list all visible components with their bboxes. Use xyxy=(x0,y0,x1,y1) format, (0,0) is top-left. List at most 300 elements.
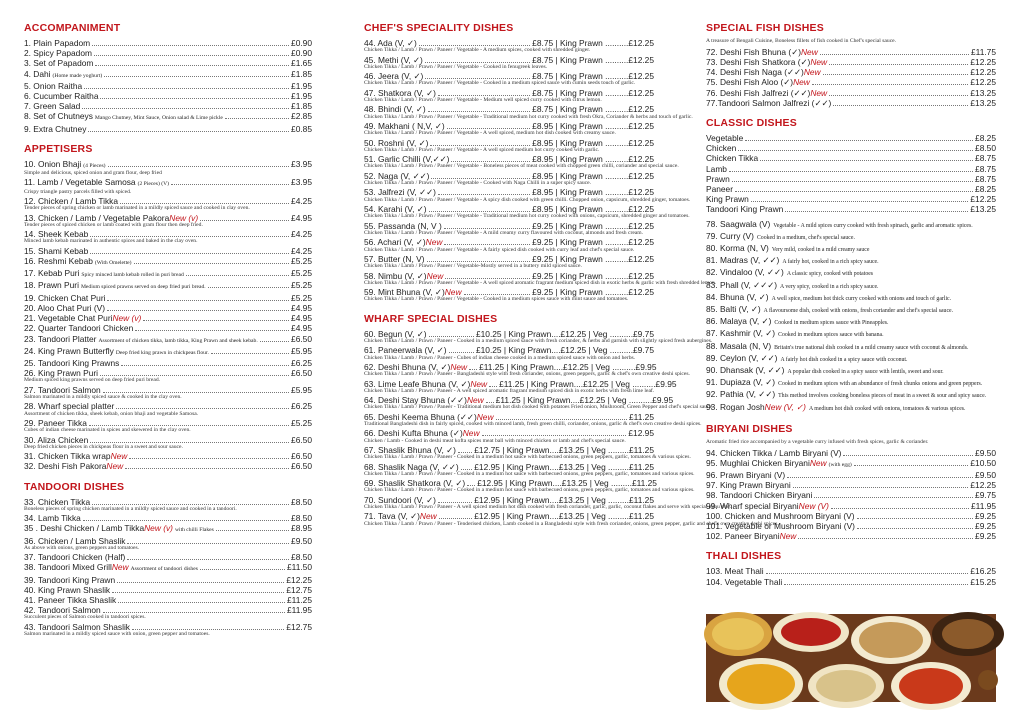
dot-leader xyxy=(745,140,973,141)
menu-item-name: 2. Spicy Papadom xyxy=(24,48,92,59)
menu-item-description: A very spicy, cooked in a rich spicy sauce. xyxy=(780,283,879,290)
dot-leader xyxy=(489,386,497,387)
menu-item xyxy=(706,184,996,194)
menu-item xyxy=(706,353,996,365)
menu-item-price: £9.25 | King Prawn ..........£12.25 xyxy=(532,270,654,281)
menu-item-price: £8.50 xyxy=(975,143,996,154)
dot-leader xyxy=(449,352,474,353)
menu-item-name: 34. Lamb Tikka xyxy=(24,513,81,524)
dot-leader xyxy=(461,469,473,470)
menu-item xyxy=(24,280,312,292)
menu-item-price: £8.50 xyxy=(291,513,312,524)
menu-item-description: Cooked in a medium, chef's special sauce. xyxy=(756,234,855,241)
menu-item-price: £15.25 xyxy=(970,576,996,587)
menu-item xyxy=(706,402,996,414)
menu-item-name: 100. Chicken and Mushroom Biryani (V) xyxy=(706,510,855,521)
menu-item-name: 93. Rogan Josh xyxy=(706,401,765,412)
biryani-note: Aromatic fried rice accompanied by a vegetable curry infused with fresh spices, garlic & coriander. xyxy=(706,438,929,445)
menu-item xyxy=(706,577,996,587)
menu-item-name: 103. Meat Thali xyxy=(706,566,764,577)
menu-item xyxy=(24,58,312,68)
menu-item-price: £8.95 | King Prawn ..........£12.25 xyxy=(532,154,654,165)
section-title-biryani: BIRYANI DISHES xyxy=(706,422,793,435)
menu-item-price: £2.85 xyxy=(291,111,312,122)
menu-item-price: £4.95 xyxy=(291,323,312,334)
menu-item-name: 96. Prawn Biryani (V) xyxy=(706,469,786,480)
menu-item-name: 8. Set of Chutneys xyxy=(24,111,93,122)
menu-item xyxy=(706,77,996,87)
menu-item-price: £4.95 xyxy=(291,302,312,313)
menu-item-name: 23. Tandoori Platter xyxy=(24,333,97,344)
section-title-classic: CLASSIC DISHES xyxy=(706,116,797,129)
menu-item-description: Chicken Tikka / Lamb / Prawn / Paneer / Vegetable - A fairly spiced dish cooked with curry leaf and chef's special sauce. xyxy=(364,246,635,253)
menu-item xyxy=(706,341,996,353)
dot-leader xyxy=(831,508,969,509)
menu-item-description: A well spice, medium hot thick curry cooked with onions and touch of garlic. xyxy=(771,295,952,302)
menu-item-name: 98. Tandoori Chicken Biryani xyxy=(706,490,813,501)
dot-leader xyxy=(90,236,289,237)
menu-item-name: 12. Chicken / Lamb Tikka xyxy=(24,196,119,207)
menu-item-price: £9.50 xyxy=(975,447,996,458)
menu-item-tag: (2 Pieces) (V) xyxy=(137,181,169,188)
thali-list xyxy=(706,566,996,586)
menu-item-name: 64. Deshi Stay Bhuna (✓✓) xyxy=(364,395,467,406)
dot-leader xyxy=(820,54,969,55)
menu-item-description: Vegetable - A mild spices curry cooked with fresh spinach, garlic and aromatic spices. xyxy=(773,222,973,229)
menu-item-name: 89. Ceylon (V, ✓✓) xyxy=(706,352,778,363)
dot-leader xyxy=(132,629,284,630)
new-badge: New xyxy=(110,451,128,462)
menu-item-description: Chicken Tikka / Lamb / Prawn / Paneer / Vegetable - A well spiced, medium hot dish cooked with creamy sauce. xyxy=(364,130,616,137)
new-badge: New xyxy=(810,87,828,98)
dot-leader xyxy=(732,181,973,182)
menu-item xyxy=(24,595,312,605)
menu-item-price: £8.75 | King Prawn ..........£12.25 xyxy=(532,54,654,65)
menu-item-name: 28. Wharf special platter xyxy=(24,401,115,412)
menu-item-name: 94. Chicken Tikka / Lamb Biryani (V) xyxy=(706,447,842,458)
dot-leader xyxy=(419,45,530,46)
menu-item xyxy=(706,566,996,576)
menu-item-description: Chicken Tikka / Lamb / Prawn / Paneer - A well spiced medium hot dish cooked with fresh coriander, garlic, garlic, coconut flakes and serve with special pilau rice. xyxy=(364,504,731,511)
menu-item-tag: (with egg) xyxy=(828,461,852,468)
dot-leader xyxy=(94,55,289,56)
menu-item-name: 95. Mughlai Chicken Biryani xyxy=(706,457,810,468)
dot-leader xyxy=(444,228,530,229)
menu-item-price: £8.75 | King Prawn ..........£12.25 xyxy=(532,38,654,48)
menu-item-name: 1. Plain Papadom xyxy=(24,38,91,48)
menu-item-name: 80. Korma (N, V) xyxy=(706,242,769,253)
dot-leader xyxy=(854,465,969,466)
menu-item-price: £5.25 xyxy=(291,280,312,291)
menu-item-name: 17. Kebab Puri xyxy=(24,268,80,279)
menu-item-description: Chicken Tikka / Lamb / Prawn / Paneer / Vegetable - Cooked with Naga Chilli in a super spicy sauce. xyxy=(364,180,592,187)
menu-item xyxy=(706,133,996,143)
menu-item-name: 11. Lamb / Vegetable Samosa xyxy=(24,177,136,188)
menu-item xyxy=(706,164,996,174)
tandoori-list xyxy=(24,497,312,638)
menu-item-name: 60. Begun (V, ✓) xyxy=(364,328,427,339)
new-badge: New xyxy=(425,237,443,248)
dot-leader xyxy=(200,569,285,570)
biryani-list xyxy=(706,448,996,542)
menu-item-tag: Assortment of chicken tikka, lamb tikka, King Prawn and sheek kebab. xyxy=(98,337,258,344)
dot-leader xyxy=(798,538,973,539)
menu-item xyxy=(24,346,312,358)
dot-leader xyxy=(92,504,289,505)
menu-item-description: Chicken Tikka / Lamb / Prawn / Paneer / Vegetable - A mild creamy curry flavoured with coconut, almonds and fresh cream. xyxy=(364,229,644,236)
menu-item-description: Chicken Tikka / Lamb / Prawn / Paneer / Vegetable - Traditional medium hot curry cooked with fresh Okra, Coriander & herbs and touch of garlic. xyxy=(364,113,693,120)
menu-item-price: £9.75 xyxy=(975,490,996,501)
menu-item-name: 4. Dahi xyxy=(24,68,51,79)
fish-note: A treasure of Bengali Cuisine, Boneless fillets of fish cooked in Chef's special sauce. xyxy=(706,38,897,44)
menu-item-price: £1.85 xyxy=(291,101,312,112)
menu-item-price: £12.25 xyxy=(970,480,996,491)
dot-leader xyxy=(143,320,289,321)
menu-item xyxy=(706,143,996,153)
menu-item-name: 42. Tandoori Salmon xyxy=(24,605,101,616)
menu-item xyxy=(706,458,996,470)
new-badge: New xyxy=(106,461,124,472)
menu-item xyxy=(706,153,996,163)
dot-leader xyxy=(82,108,289,109)
menu-item-name: 90. Dhansak (V, ✓✓) xyxy=(706,364,785,375)
dot-leader xyxy=(425,62,530,63)
new-badge: New xyxy=(779,531,797,542)
dot-leader xyxy=(447,128,530,129)
column-right xyxy=(706,22,996,587)
menu-item-price: £9.50 xyxy=(975,469,996,480)
menu-item xyxy=(24,48,312,58)
new-badge: New xyxy=(450,361,468,372)
menu-item-description: Salmon marinated in a mildly spiced sauce & cooked in the clay oven. xyxy=(24,393,182,400)
menu-item-price: £8.95 | King Prawn ..........£12.25 xyxy=(532,121,654,132)
menu-item-price: £1.95 xyxy=(291,80,312,91)
menu-item-price: £5.95 xyxy=(291,345,312,356)
menu-item-price: £4.25 xyxy=(291,245,312,256)
menu-item-description: A fairly hot, cooked in a rich spicy sauce. xyxy=(782,259,879,266)
dot-leader xyxy=(833,105,968,106)
dot-leader xyxy=(171,184,289,185)
dot-leader xyxy=(829,95,968,96)
dot-leader xyxy=(134,263,290,264)
new-badge: New (v) xyxy=(112,313,142,324)
menu-item xyxy=(706,255,996,267)
menu-item xyxy=(706,98,996,108)
menu-item-price: £12.95 | King Prawn....£13.25 | Veg .........£11.25 xyxy=(474,494,654,505)
dot-leader xyxy=(117,582,284,583)
menu-item-price: £4.25 xyxy=(291,196,312,207)
menu-item-description: Deep fried chicken pieces in chickpeas flour in a sweet and sour sauce. xyxy=(24,443,183,450)
menu-item-price: £6.50 xyxy=(291,333,312,344)
menu-item-name: Chicken xyxy=(706,143,737,154)
menu-item-name: 74. Deshi Fish Naga (✓✓) xyxy=(706,67,804,78)
menu-item xyxy=(706,174,996,184)
menu-item-price: £0.85 xyxy=(291,123,312,134)
menu-item xyxy=(706,47,996,57)
menu-item-price: £6.50 xyxy=(291,368,312,379)
menu-item xyxy=(706,328,996,340)
dot-leader xyxy=(200,220,289,221)
new-badge: New xyxy=(111,562,129,573)
menu-item xyxy=(706,204,996,214)
new-badge: New xyxy=(466,395,484,406)
menu-item-name: 72. Deshi Fish Bhuna (✓) xyxy=(706,46,801,57)
dot-leader xyxy=(107,310,289,311)
menu-item-description: Succulent pieces of Salmon cooked in tandoori spices. xyxy=(24,614,146,621)
new-badge: New (v) xyxy=(144,523,173,534)
menu-item-price: £8.25 xyxy=(975,183,996,194)
menu-item xyxy=(24,69,312,81)
menu-item-name: 101. Vegetable or Mushroom Biryani (V) xyxy=(706,520,855,531)
menu-item-name: 61. Paneerwala (V, ✓) xyxy=(364,345,447,356)
dot-leader xyxy=(84,88,289,89)
menu-item-name: 54. Karahi (V, ✓) xyxy=(364,204,427,215)
dot-leader xyxy=(438,194,530,195)
menu-item-price: £12.95 | King Prawn....£13.25 | Veg .........£11.25 xyxy=(474,461,654,472)
menu-item-name: 32. Deshi Fish Pakora xyxy=(24,461,107,472)
menu-item-name: 13. Chicken / Lamb / Vegetable Pakora xyxy=(24,212,170,223)
dot-leader xyxy=(127,559,289,560)
menu-item xyxy=(24,334,312,346)
dot-leader xyxy=(92,45,289,46)
menu-item-name: 19. Chicken Chat Puri xyxy=(24,292,106,303)
menu-item-name: 63. Lime Leafe Bhuna (V, ✓) xyxy=(364,378,471,389)
menu-item-description: A flavoursome dish, cooked with onions, fresh coriander and chef's special sauce. xyxy=(763,307,954,314)
menu-item-price: £4.25 xyxy=(291,229,312,240)
menu-item-name: 78. Saagwala (V) xyxy=(706,218,771,229)
menu-item-name: 51. Garlic Chilli (V,✓✓) xyxy=(364,154,450,165)
menu-item-name: 76. Deshi Fish Jalfrezi (✓✓) xyxy=(706,87,811,98)
new-badge: New (V, ✓) xyxy=(764,401,806,412)
column-left xyxy=(24,22,312,638)
menu-item-price: £13.25 xyxy=(970,87,996,98)
menu-item xyxy=(24,38,312,48)
section-title-fish: SPECIAL FISH DISHES xyxy=(706,22,824,34)
menu-item-name: 75. Deshi Fish Aloo (✓) xyxy=(706,77,794,88)
menu-item-price: £4.95 xyxy=(291,212,312,223)
menu-item-price: £9.25 xyxy=(975,531,996,542)
menu-item xyxy=(24,313,312,323)
menu-item-name: 14. Sheek Kebab xyxy=(24,229,89,240)
dot-leader xyxy=(428,111,531,112)
accompaniment-list xyxy=(24,38,312,134)
menu-item-price: £8.75 xyxy=(975,173,996,184)
menu-item-name: 37. Tandoori Chicken (Half) xyxy=(24,552,126,563)
menu-item-description: Cooked in medium spices sauce with Pineapples. xyxy=(774,320,889,327)
menu-item-name: 15. Shami Kebab xyxy=(24,245,89,256)
dot-leader xyxy=(787,477,973,478)
menu-item-name: 21. Vegetable Chat Puri xyxy=(24,313,113,324)
menu-item-name: 53. Jalfrezi (V, ✓✓) xyxy=(364,187,436,198)
menu-item-price: £9.25 xyxy=(975,520,996,531)
dot-leader xyxy=(784,584,968,585)
menu-item-description: Chicken Tikka / Lamb / Prawn / Paneer - Tenderised chicken, Lamb cooked in a Bangladeshi style with fresh coriander, onions, green pepper, garlic and chef's own creative deshi spices. xyxy=(364,520,779,527)
menu-item-name: 85. Balti (V, ✓) xyxy=(706,303,761,314)
menu-item-tag: (Home made yoghurt) xyxy=(52,72,103,79)
menu-item-name: 10. Onion Bhaji xyxy=(24,158,82,169)
menu-item-name: 88. Masala (N, V) xyxy=(706,340,772,351)
dot-leader xyxy=(208,287,289,288)
menu-item xyxy=(706,57,996,67)
menu-item xyxy=(706,470,996,480)
menu-item-name: Vegetable xyxy=(706,132,744,143)
menu-item-price: £10.25 | King Prawn....£12.25 | Veg ..........£9.75 xyxy=(475,328,654,339)
menu-item-price: £10.25 | King Prawn....£12.25 | Veg ..........£9.75 xyxy=(475,345,654,356)
menu-item xyxy=(24,323,312,333)
menu-item-price: £8.75 | King Prawn ..........£12.25 xyxy=(532,71,654,82)
menu-item-description: Chicken Tikka / Lamb / Prawn / Paneer / Vegetable - Medium well spiced curry cooked with citrus lemon. xyxy=(364,97,602,104)
menu-item-tag: Mango Chutney, Mint Sauce, Onion salad & Lime pickle xyxy=(94,115,223,122)
menu-item xyxy=(24,585,312,595)
chef-list xyxy=(364,38,717,303)
menu-item-price: £12.95 | King Prawn....£13.25 | Veg .........£11.25 xyxy=(474,511,654,522)
dot-leader xyxy=(90,442,289,443)
menu-item-description: Boneless pieces of spring chicken marinated in a mildly spiced sauce and cooked in a tandoori. xyxy=(24,505,237,512)
menu-item xyxy=(706,448,996,458)
menu-item xyxy=(24,523,312,535)
menu-item-price: £8.95 | King Prawn ..........£12.25 xyxy=(532,170,654,181)
menu-item-price: £11.25 xyxy=(629,411,654,422)
dot-leader xyxy=(108,166,290,167)
menu-item-tag: Medium spiced prawns served on deep fried puri bread. xyxy=(80,284,206,291)
menu-item-name: 18. Prawn Puri xyxy=(24,280,79,291)
menu-item-name: 9. Extra Chutney xyxy=(24,123,87,134)
section-title-thali: THALI DISHES xyxy=(706,550,782,563)
dot-leader xyxy=(88,131,289,132)
menu-item xyxy=(24,268,312,280)
section-title-tandoori: TANDOORI DISHES xyxy=(24,480,125,493)
dot-leader xyxy=(83,520,289,521)
menu-item-name: 22. Quarter Tandoori Chicken xyxy=(24,323,134,334)
dot-leader xyxy=(751,201,969,202)
dot-leader xyxy=(793,487,969,488)
menu-item-price: £5.25 xyxy=(291,292,312,303)
spice-bowls-photo xyxy=(706,614,996,702)
menu-item-price: £12.25 xyxy=(286,574,312,585)
menu-item-price: £8.75 | King Prawn ..........£12.25 xyxy=(532,104,654,115)
menu-item-name: 50. Roshni (V, ✓) xyxy=(364,137,429,148)
menu-item-description: Chicken Tikka / Lamb / Prawn / Paneer / Vegetable - A medium spices, cooked with shredded ginger. xyxy=(364,47,591,54)
dot-leader xyxy=(438,502,472,503)
dot-leader xyxy=(186,275,289,276)
menu-item-description: Chicken Tikka / Lamb / Prawn / Paneer / Vegetable - Traditional medium hot curry cooked with onions, capsicum, shredded ginger and tomatoes. xyxy=(364,213,690,220)
menu-item-price: £12.75 xyxy=(286,621,312,632)
menu-item-name: 87. Kashmir (V, ✓) xyxy=(706,328,776,339)
dot-leader xyxy=(127,543,289,544)
menu-item-name: 49. Makhani ( N,V, ✓) xyxy=(364,121,445,132)
menu-item-name: 58. Nimbu (V, ✓) xyxy=(364,270,427,281)
section-title-wharf: WHARF SPECIAL DISHES xyxy=(364,312,498,325)
menu-item-price: £12.25 xyxy=(970,67,996,78)
menu-item-description: A fairly hot dish cooked in a spicy sauce with coconut. xyxy=(780,356,908,363)
menu-item-description: Tender pieces of spring chicken or lamb marinated in a mildly spiced sauce and cooked in clay oven. xyxy=(24,205,250,212)
menu-item-name: 26. King Prawn Puri xyxy=(24,368,99,379)
menu-item-description: A classic spicy, cooked with potatoes xyxy=(786,271,874,278)
menu-item-description: Chicken Tikka / Lamb / Prawn / Paneer - Traditional medium hot dish cooked with potatoes Fried onion, Mushroom, Green Pepper and chef's special sauce. xyxy=(364,404,714,411)
menu-item-name: 56. Achari (V, ✓) xyxy=(364,237,426,248)
menu-item xyxy=(706,267,996,279)
dot-leader xyxy=(211,353,289,354)
menu-item-price: £16.25 xyxy=(970,566,996,577)
menu-item-name: Lamb xyxy=(706,163,727,174)
dot-leader xyxy=(216,530,289,531)
dot-leader xyxy=(766,573,969,574)
classic-styles-list xyxy=(706,219,996,414)
menu-item xyxy=(706,231,996,243)
dot-leader xyxy=(458,452,472,453)
menu-item-name: 7. Green Salad xyxy=(24,101,81,112)
dot-leader xyxy=(104,76,289,77)
menu-item-price: £4.95 xyxy=(291,313,312,324)
menu-item-description: Chicken Tikka / Lamb / Prawn / Paneer / Vegetable - Cooked in a medium spices sauce with mint sauce and tomatoes. xyxy=(364,296,629,303)
menu-item-name: 71. Tava (V, ✓) xyxy=(364,511,420,522)
menu-item xyxy=(706,67,996,77)
dot-leader xyxy=(464,294,531,295)
dot-leader xyxy=(467,485,475,486)
menu-item-description: A medium hot dish cooked with onions, tomatoes & various spices. xyxy=(808,405,966,412)
dot-leader xyxy=(118,602,285,603)
dot-leader xyxy=(89,425,289,426)
menu-item-name: 24. King Prawn Butterfly xyxy=(24,345,114,356)
menu-item-price: £13.25 xyxy=(970,204,996,215)
menu-item-price: £8.50 xyxy=(291,552,312,563)
dot-leader xyxy=(814,497,973,498)
menu-item-description: Minced lamb kebab marinated in authentic spices and baked in the clay oven. xyxy=(24,238,198,245)
menu-item-price: £8.75 | King Prawn ..........£12.25 xyxy=(532,87,654,98)
menu-item-name: 65. Deshi Keema Bhuna (✓✓) xyxy=(364,411,477,422)
menu-item-name: 82. Vindaloo (V, ✓✓) xyxy=(706,267,784,278)
new-badge: New xyxy=(470,378,488,389)
menu-item-price: £8.25 xyxy=(975,132,996,143)
new-badge: New xyxy=(803,67,821,78)
dot-leader xyxy=(445,278,530,279)
dot-leader xyxy=(738,150,973,151)
dot-leader xyxy=(90,253,289,254)
menu-item-name: 5. Onion Raitha xyxy=(24,80,83,91)
menu-item-tag: (4 Pieces) xyxy=(83,162,106,169)
menu-item-name: 33. Chicken Tikka xyxy=(24,496,91,507)
menu-item-name: 44. Ada (V, ✓) xyxy=(364,38,417,48)
menu-item xyxy=(24,461,312,471)
menu-item-price: £11.50 xyxy=(287,562,312,573)
menu-item xyxy=(24,552,312,562)
menu-item-price: £8.75 xyxy=(975,153,996,164)
menu-item-price: £6.50 xyxy=(291,434,312,445)
menu-item-price: £13.25 xyxy=(970,97,996,108)
menu-item-description: Chicken Tikka / Lamb / Prawn / Paneer / Vegetable - A well spiced aromatic fragrant medium spiced dish in exotic herbs & garlic with fresh shredded lemon. xyxy=(364,279,717,286)
menu-item-price: £1.95 xyxy=(291,91,312,102)
menu-item-description: Medium spiced king prawns served on deep fried puri bread. xyxy=(24,377,161,384)
dot-leader xyxy=(430,145,530,146)
menu-item-description: Britain's true national dish cooked in a mild creamy sauce with coconut & almonds. xyxy=(774,344,969,351)
menu-item-price: £3.95 xyxy=(291,177,312,188)
menu-item xyxy=(24,91,312,101)
dot-leader xyxy=(120,203,289,204)
menu-item xyxy=(706,304,996,316)
menu-item-name: 25. Tandoori King Prawns xyxy=(24,357,120,368)
dot-leader xyxy=(121,365,289,366)
menu-item-name: 92. Pathia (V, ✓✓) xyxy=(706,389,776,400)
menu-item-description: Tender pieces of spiced chicken or lamb coated with gram flour then deep fried. xyxy=(24,221,203,228)
menu-item-name: 52. Naga (V, ✓✓) xyxy=(364,170,430,181)
menu-item-name: Chicken Tikka xyxy=(706,153,759,164)
menu-item-price: £10.50 xyxy=(970,457,996,468)
menu-item-name: 39. Tandoori King Prawn xyxy=(24,574,116,585)
menu-item-price: £12.25 xyxy=(970,77,996,88)
menu-item-price: £5.25 xyxy=(291,417,312,428)
menu-item-name: 41. Paneer Tikka Shaslik xyxy=(24,595,117,605)
dot-leader xyxy=(829,64,968,65)
